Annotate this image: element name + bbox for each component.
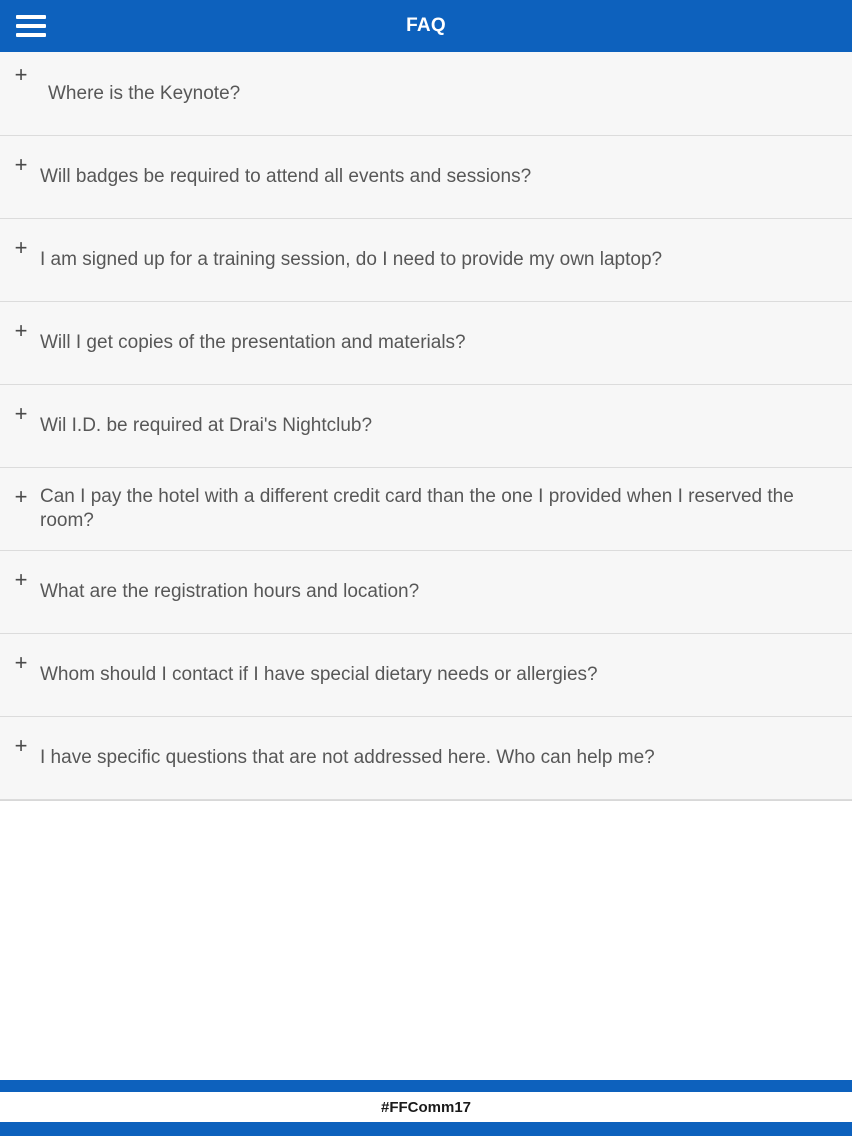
faq-item-1[interactable] [0,136,852,219]
faq-question-label: Can I pay the hotel with a different credit card than the one I provided when I reserved the room? [40,486,794,531]
faq-item-5[interactable] [0,468,852,551]
page-title: FAQ [406,15,446,36]
faq-question-label: Wil I.D. be required at Drai's Nightclub? [40,415,373,436]
plus-icon[interactable]: + [14,62,28,87]
faq-question-label: I have specific questions that are not addressed here. Who can help me? [40,747,655,768]
faq-item-3[interactable] [0,302,852,385]
faq-item-6[interactable] [0,551,852,634]
faq-question-label: Will badges be required to attend all events and sessions? [40,166,532,187]
plus-icon[interactable]: + [14,567,28,592]
plus-icon[interactable]: + [14,733,28,758]
app-header [0,0,852,52]
plus-icon[interactable]: + [14,152,28,177]
faq-question-label: Where is the Keynote? [48,82,241,104]
plus-icon[interactable]: + [14,318,28,343]
faq-question-label: Whom should I contact if I have special dietary needs or allergies? [40,664,598,685]
plus-icon[interactable]: + [14,235,28,260]
faq-question-label: What are the registration hours and location? [40,581,420,602]
footer-accent-bar-top [0,1080,852,1092]
faq-item-0[interactable] [0,52,852,136]
footer-hashtag: #FFComm17 [0,1092,852,1122]
hamburger-bar-1 [16,15,46,19]
faq-question-label: Will I get copies of the presentation and materials? [40,332,466,353]
faq-item-4[interactable] [0,385,852,468]
footer-accent-bar-bottom [0,1122,852,1136]
plus-icon[interactable]: + [14,484,28,509]
faq-list [0,52,852,801]
plus-icon[interactable]: + [14,401,28,426]
faq-item-8[interactable] [0,717,852,800]
faq-item-7[interactable] [0,634,852,717]
plus-icon[interactable]: + [14,650,28,675]
hamburger-menu-icon[interactable] [16,15,46,37]
faq-item-2[interactable] [0,219,852,302]
hamburger-bar-3 [16,33,46,37]
hamburger-bar-2 [16,24,46,28]
content-filler [0,801,852,1080]
faq-question-label: I am signed up for a training session, do I need to provide my own laptop? [40,249,663,270]
